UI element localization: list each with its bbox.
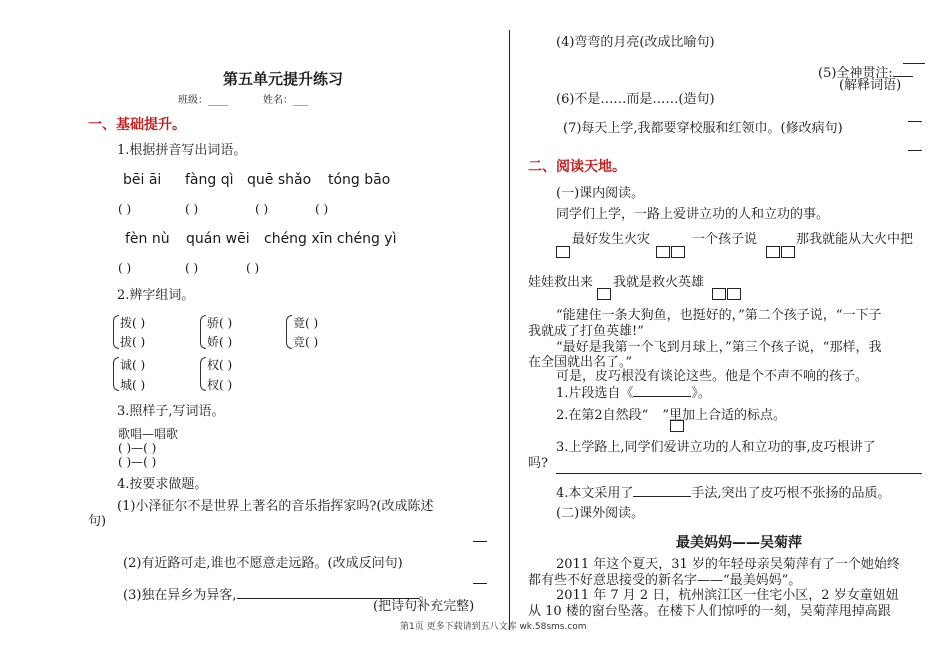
question-4-4: (4)弯弯的月亮(改成比喻句)	[556, 35, 715, 50]
question-4-2: (2)有近路可走,谁也不愿意走远路。(改成反问句)	[123, 556, 403, 571]
question-4-1-cont: 句)	[88, 514, 107, 529]
reading-1-q3-cont: 吗?	[528, 456, 548, 471]
section-2-heading: 二、阅读天地。	[528, 159, 626, 175]
reading-1-para-1: 同学们上学，一路上爱讲立功的人和立功的事。	[556, 207, 830, 222]
question-4-7: (7)每天上学,我都要穿校服和红领巾。(修改病句)	[563, 121, 843, 136]
bianzi-4-top[interactable]: 诚( )	[120, 358, 146, 372]
reading-2-title: (二)课外阅读。	[556, 506, 645, 521]
punctuation-box[interactable]	[671, 246, 685, 258]
brace	[200, 315, 206, 349]
question-2: 2.辨字组词。	[117, 288, 195, 303]
brace	[200, 357, 206, 391]
mark-space	[648, 406, 662, 419]
question-4-3-text: (3)独在异乡为异客,	[123, 588, 237, 603]
answer-blank-3[interactable]: ( )	[255, 202, 269, 216]
bianzi-3-top[interactable]: 竟( )	[293, 316, 319, 330]
example-blank-2[interactable]: ( )—( )	[118, 455, 157, 469]
answer-blank-1[interactable]: ( )	[118, 202, 132, 216]
name-label: 姓名：	[263, 95, 293, 106]
reading-1-q4	[556, 484, 891, 502]
bianzi-1-bottom[interactable]: 拔( )	[120, 335, 146, 349]
question-4-3-end: 。	[418, 588, 432, 603]
punctuation-box[interactable]	[781, 246, 795, 258]
question-4-5-note: (解释词语)	[839, 78, 902, 93]
answer-line[interactable]	[556, 473, 922, 474]
class-label: 班级：	[178, 95, 208, 106]
example-text: 歌唱—唱歌	[118, 427, 179, 441]
question-4: 4.按要求做题。	[117, 477, 208, 492]
class-blank: ____	[208, 95, 228, 106]
brace	[113, 315, 119, 349]
reading-1-q4-text: 4.本文采用了	[556, 486, 634, 501]
reading-1-para-4-cont: 我就成了打鱼英雄!”	[528, 324, 644, 339]
brace	[286, 315, 292, 349]
reading-1-q1-text: 1.片段选自《	[556, 386, 634, 401]
column-divider	[509, 30, 510, 630]
reading-2-para-2-cont: 从 10 楼的窗台坠落。在楼下人们惊呼的一刻，吴菊萍甩掉高跟	[528, 604, 891, 619]
answer-line[interactable]	[903, 63, 925, 64]
question-1: 1.根据拼音写出词语。	[117, 143, 247, 158]
bianzi-2-bottom[interactable]: 娇( )	[207, 335, 233, 349]
punctuation-box[interactable]	[670, 420, 684, 432]
pinyin-2: fàng qì	[185, 172, 234, 188]
pinyin-4: tóng bāo	[328, 172, 391, 188]
punctuation-box[interactable]	[556, 246, 570, 258]
source-blank[interactable]	[633, 384, 691, 397]
reading-1-q4-end: 手法,突出了皮巧根不张扬的品质。	[691, 486, 891, 501]
bianzi-4-bottom[interactable]: 城( )	[120, 378, 146, 392]
name-field	[263, 93, 308, 108]
answer-line[interactable]	[908, 121, 922, 122]
reading-2-para-1-cont: 都有些不好意思接受的新名字——“最美妈妈”。	[528, 573, 802, 588]
pinyin-6: quán wēi	[186, 231, 250, 247]
name-blank: ___	[293, 95, 308, 106]
question-4-1: (1)小泽征尔不是世界上著名的音乐指挥家吗?(改成陈述	[117, 499, 434, 514]
reading-2-heading: 最美妈妈——吴菊萍	[676, 535, 802, 551]
pinyin-1: bēi āi	[123, 172, 162, 188]
answer-line[interactable]	[473, 541, 487, 542]
reading-1-para-2a: 最好发生火灾	[572, 232, 651, 247]
reading-1-q1-end: 》。	[691, 386, 711, 401]
class-field	[178, 93, 228, 108]
reading-1-q1	[556, 384, 711, 402]
answer-blank-2[interactable]: ( )	[185, 202, 199, 216]
reading-1-q3: 3.上学路上,同学们爱讲立功的人和立功的事,皮巧根讲了	[556, 440, 876, 455]
reading-1-para-3a: 娃娃救出来	[528, 275, 594, 290]
reading-1-para-4: “能建住一条大狗鱼，也挺好的，”第二个孩子说，“一下子	[556, 308, 882, 323]
reading-2-para-1: 2011 年这个夏天，31 岁的年轻母亲吴菊萍有了一个她始终	[556, 557, 900, 572]
punctuation-box[interactable]	[656, 246, 670, 258]
answer-blank-7[interactable]: ( )	[246, 261, 260, 275]
answer-blank-6[interactable]: ( )	[185, 261, 199, 275]
reading-1-para-2b: 一个孩子说	[692, 232, 758, 247]
pinyin-7: chéng xīn chéng yì	[264, 231, 397, 247]
reading-1-para-6: 可是，皮巧根没有谈论这些。他是个不声不响的孩子。	[556, 369, 869, 384]
reading-1-para-5: “最好是我第一个飞到月球上，”第三个孩子说，“那样，我	[556, 340, 882, 355]
punctuation-box[interactable]	[766, 246, 780, 258]
page-footer: 第1页 更多下载请到五八文库 wk.58sms.com	[400, 622, 587, 632]
example-blank-1[interactable]: ( )—( )	[118, 441, 157, 455]
pinyin-3: quē shǎo	[247, 172, 312, 188]
answer-blank-5[interactable]: ( )	[118, 261, 132, 275]
answer-line[interactable]	[473, 583, 487, 584]
reading-1-para-2c: 那我就能从大火中把	[796, 232, 914, 247]
bianzi-2-top[interactable]: 骄( )	[207, 316, 233, 330]
brace	[113, 357, 119, 391]
question-4-5-text: (5)全神贯注:	[818, 66, 893, 81]
question-4-6: (6)不是……而是……(造句)	[556, 92, 715, 107]
punctuation-box[interactable]	[712, 288, 726, 300]
punctuation-box[interactable]	[727, 288, 741, 300]
answer-line[interactable]	[908, 150, 922, 151]
reading-1-title: (一)课内阅读。	[556, 186, 645, 201]
reading-1-para-3b: 我就是救火英雄	[613, 275, 705, 290]
page-title: 第五单元提升练习	[223, 70, 344, 88]
punctuation-box[interactable]	[597, 288, 611, 300]
reading-2-para-2: 2011 年 7 月 2 日，杭州滨江区一住宅小区，2 岁女童妞妞	[556, 588, 899, 603]
pinyin-5: fèn nù	[125, 231, 170, 247]
reading-1-q2-text: 2.在第2自然段“	[556, 408, 649, 423]
reading-1-q2-end: ”里加上合适的标点。	[662, 408, 786, 423]
section-1-heading: 一、基础提升。	[88, 117, 186, 133]
bianzi-5-bottom[interactable]: 杈( )	[207, 378, 233, 392]
reading-1-para-5-cont: 在全国就出名了。”	[528, 355, 633, 370]
bianzi-3-bottom[interactable]: 竞( )	[293, 335, 319, 349]
poem-blank[interactable]	[237, 586, 419, 599]
bianzi-5-top[interactable]: 权( )	[207, 358, 233, 372]
question-4-3-note: (把诗句补充完整)	[373, 599, 475, 614]
bianzi-1-top[interactable]: 拨( )	[120, 316, 146, 330]
technique-blank[interactable]	[633, 484, 691, 497]
answer-blank-4[interactable]: ( )	[315, 202, 329, 216]
question-3: 3.照样子,写词语。	[117, 404, 225, 419]
definition-blank[interactable]	[893, 64, 913, 77]
